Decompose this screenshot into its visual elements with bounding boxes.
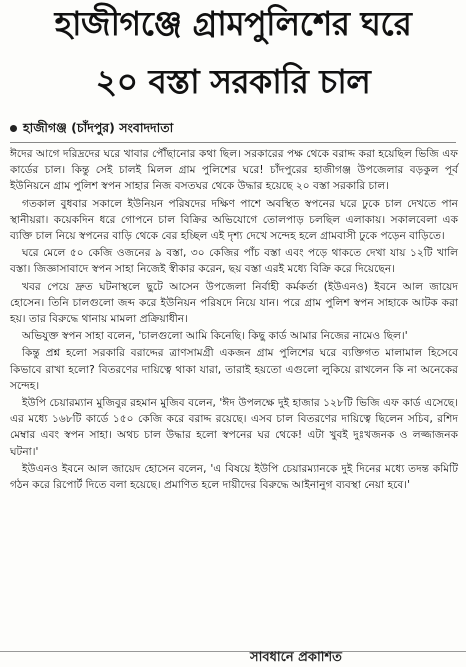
article-body: [10, 146, 458, 494]
paragraph: অভিযুক্ত স্বপন সাহা বলেন, 'চালগুলো আমি কিনেছি। কিছু কার্ড আমার নিজের নামেও ছিল।': [22, 330, 408, 343]
paragraph: গতকাল বুধবার সকালে ইউনিয়ন পরিষদের দক্ষিণ পাশে অবস্থিত স্বপনের ঘরে ঢুকে চাল দেখতে পান স্থানীয়রা। কয়েকদিন ধরে গোপনে চাল বিক্রির অভিযোগে তোলপাড় চলছিল এলাকায়। সকালবেলা এক ব্যক্তি চাল নিয়ে স্বপনের বাড়ি থেকে বের হচ্ছিল এই দৃশ্য দেখে সন্দেহ হলে গ্রামবাসী ঢুকে পড়েন বাড়িতে।: [10, 197, 458, 243]
byline-text: হাজীগঞ্জ (চাঁদপুর) সংবাদদাতা: [23, 120, 174, 135]
divider: [10, 142, 456, 143]
paragraph: খবর পেয়ে দ্রুত ঘটনাস্থলে ছুটে আসেন উপজেলা নির্বাহী কর্মকর্তা (ইউএনও) ইবনে আল জায়েদ হোসেন। তিনি চালগুলো জব্দ করে ইউনিয়ন পরিষদে নিয়ে যান। পরে গ্রাম পুলিশ স্বপন সাহাকে আটক করা হয়। তার বিরুদ্ধে থানায় মামলা প্রক্রিয়াধীন।: [10, 280, 458, 326]
paragraph: কিন্তু প্রশ্ন হলো সরকারি বরাদ্দের ত্রাণসামগ্রী একজন গ্রাম পুলিশের ঘরে ব্যক্তিগত মালামাল হিসেবে কিভাবে রাখা হলো? বিতরণের দায়িত্বে থাকা যারা, তারাই হয়তো এগুলো লুকিয়ে রাখলেন কি না অনেকের সন্দেহ।: [10, 347, 458, 392]
cut-off-headline: সাবধানে প্রকাশিত: [250, 651, 342, 665]
bottom-divider: [0, 651, 466, 652]
bullet-icon: [10, 125, 17, 132]
paragraph: ইউপি চেয়ারম্যান মুজিবুর রহমান মুজিব বলেন, 'ঈদ উপলক্ষে দুই হাজার ১২৮টি ভিজি এফ কার্ড এসেছে। এর মধ্যে ১৬৮টি কার্ডে ১৫০ কেজি করে বরাদ্দ রয়েছে। এসব চাল বিতরণের দায়িত্বে ছিলেন সচিব, রশিদ মেম্বার এবং স্বপন সাহা। অথচ চাল উদ্ধার হলো স্বপনের ঘর থেকে! এটা খুবই দুঃখজনক ও লজ্জাজনক ঘটনা।': [10, 397, 458, 458]
byline: [10, 118, 450, 138]
next-article-fragment: [0, 651, 466, 667]
paragraph: ঘরে মেলে ৫০ কেজি ওজনের ৯ বস্তা, ৩০ কেজির পাঁচ বস্তা এবং পড়ে থাকতে দেখা যায় ১২টি খালি বস্তা। জিজ্ঞাসাবাদে স্বপন সাহা নিজেই স্বীকার করেন, ছয় বস্তা এরই মধ্যে বিক্রি করে দিয়েছেন।: [10, 247, 458, 276]
headline-line-1: হাজীগঞ্জে গ্রামপুলিশের ঘরে: [54, 4, 412, 43]
headline-line-2: ২০ বস্তা সরকারি চাল: [95, 62, 371, 101]
paragraph: ইউএনও ইবনে আল জায়েদ হোসেন বলেন, 'এ বিষয়ে ইউপি চেয়ারম্যানকে দুই দিনের মধ্যে তদন্ত কমিটি গঠন করে রিপোর্ট দিতে বলা হয়েছে। প্রমাণিত হলে দায়ীদের বিরুদ্ধে আইনানুগ ব্যবস্থা নেয়া হবে।': [10, 462, 458, 492]
paragraph: ঈদের আগে দরিদ্রদের ঘরে খাবার পৌঁছানোর কথা ছিল। সরকারের পক্ষ থেকে বরাদ্দ করা হয়েছিল ভিজি এফ কার্ডের চাল। কিন্তু সেই চালই মিলল গ্রাম পুলিশের ঘরে! চাঁদপুরের হাজীগঞ্জ উপজেলার বড়কুল পূর্ব ইউনিয়নে গ্রাম পুলিশ স্বপন সাহার নিজ বসতঘর থেকে উদ্ধার হয়েছে ২০ বস্তা সরকারি চাল।: [10, 148, 458, 193]
